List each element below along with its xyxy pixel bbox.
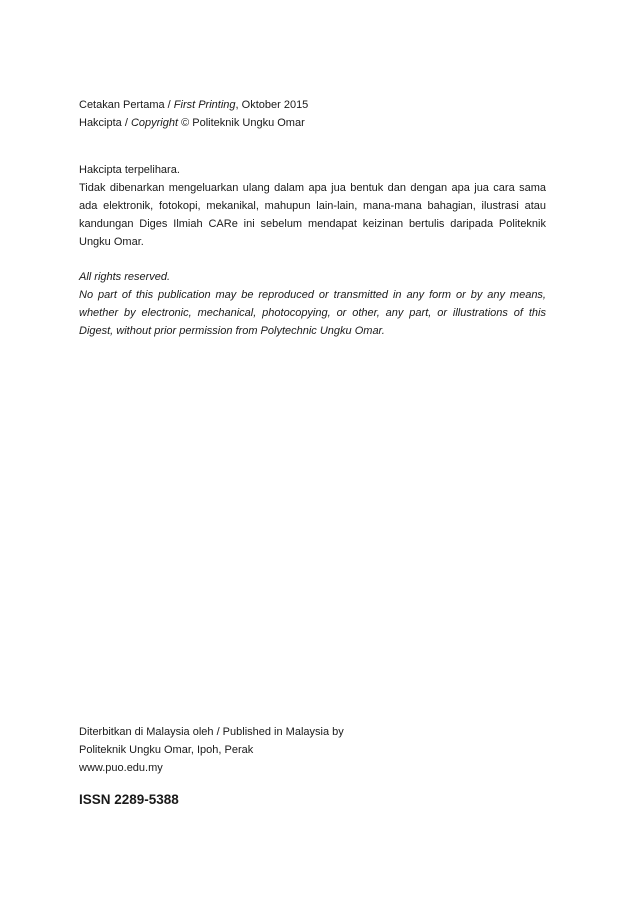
first-printing-line [79, 96, 546, 114]
rights-notice-english [79, 268, 546, 340]
rights-heading-malay: Hakcipta terpelihara. [79, 164, 180, 176]
copyright-holder: © Politeknik Ungku Omar [178, 117, 305, 129]
first-printing-italic: First Printing [173, 99, 236, 111]
rights-heading-english: All rights reserved. [79, 271, 171, 283]
publisher-website: www.puo.edu.my [79, 762, 163, 774]
publisher-info [79, 723, 546, 777]
published-by-line: Diterbitkan di Malaysia oleh / Published in Malaysia by [79, 726, 344, 738]
first-printing-prefix: Cetakan Pertama / [79, 99, 174, 111]
issn-number: ISSN 2289-5388 [79, 792, 179, 807]
printing-info [79, 96, 546, 132]
copyright-line [79, 114, 546, 132]
copyright-italic: Copyright [130, 117, 179, 129]
publisher-address: Politeknik Ungku Omar, Ipoh, Perak [79, 744, 254, 756]
first-printing-date: , Oktober 2015 [235, 99, 309, 111]
rights-notice-malay [79, 161, 546, 251]
copyright-prefix: Hakcipta / [79, 117, 131, 129]
rights-body-malay: Tidak dibenarkan mengeluarkan ulang dalam apa jua bentuk dan dengan apa jua cara sama ada elektronik, fotokopi, mekanikal, mahupun lain-lain, mana-mana bahagian, ilustrasi atau kandungan Diges Ilmiah CARe ini sebelum mendapat keizinan bertulis daripada Politeknik Ungku Omar. [79, 182, 546, 248]
rights-body-english: No part of this publication may be reproduced or transmitted in any form or by any means, whether by electronic, mechanical, photocopying, or other, any part, or illustrations of this Digest, without prior permission from Polytechnic Ungku Omar. [79, 289, 546, 337]
